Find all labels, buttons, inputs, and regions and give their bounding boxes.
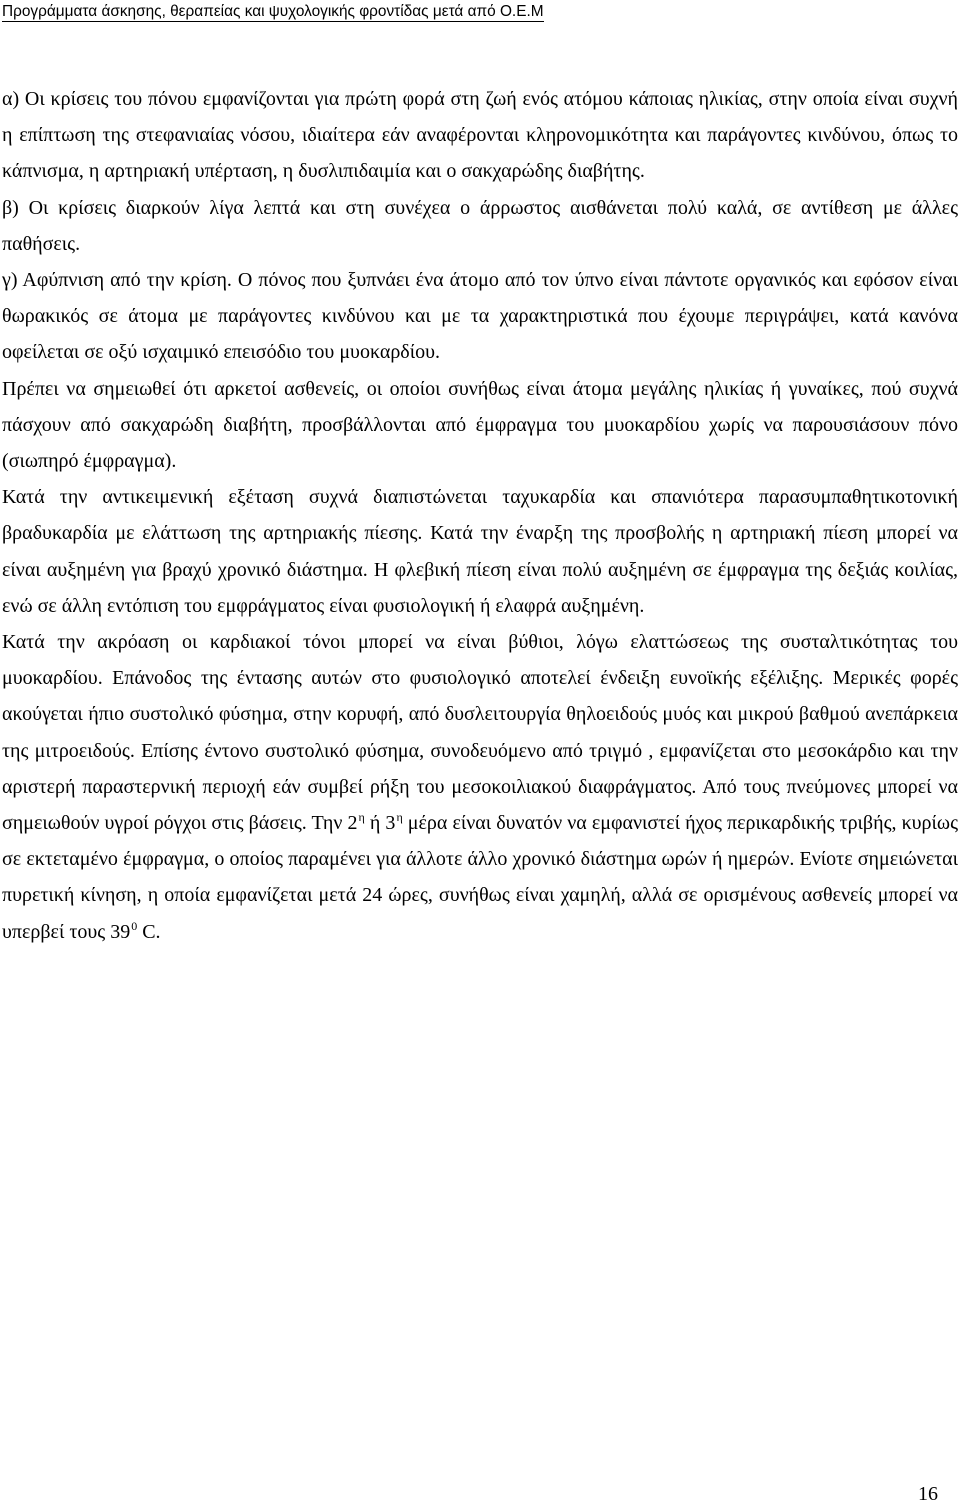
auscultation-text-4: C. [137,920,161,943]
auscultation-text-1: Κατά την ακρόαση οι καρδιακοί τόνοι μπορεί να είναι βύθιοι, λόγω ελαττώσεως της συσταλτικότητας του μυοκαρδίου. Επάνοδος της έντασης αυτών στο φυσιολογικό αποτελεί ένδειξη ευνοϊκής εξέλιξης. Μερικές φορές ακούγεται ήπιο συστολικό φύσημα, στην κορυφή, από δυσλειτουργία θηλοειδούς μυός και μικρού βαθμού ανεπάρκεια της μιτροειδούς. Επίσης έντονο συστολικό φύσημα, συνοδευόμενο από τριγμό , εμφανίζεται στο μεσοκάρδιο και την αριστερή παραστερνική περιοχή εάν συμβεί ρήξη του μεσοκοιλιακού διαφράγματος. Από τους πνεύμονες μπορεί να σημειωθούν υγροί ρόγχοι στις βάσεις. Την 2 [2,631,958,835]
running-header: Προγράμματα άσκησης, θεραπείας και ψυχολογικής φροντίδας μετά από Ο.Ε.Μ [2,3,544,20]
auscultation-text-2: ή 3 [364,812,396,835]
superscript-eta-2: η [396,810,403,825]
paragraph-auscultation [2,624,958,950]
document-body [2,81,958,950]
superscript-degree-zero: 0 [131,918,138,933]
paragraph-silent-infarction: Πρέπει να σημειωθεί ότι αρκετοί ασθενείς, οι οποίοι συνήθως είναι άτομα μεγάλης ηλικίας ή γυναίκες, πού συχνά πάσχουν από σακχαρώδη διαβήτη, προσβάλλονται από έμφραγμα του μυοκαρδίου χωρίς να παρουσιάσουν πόνο (σιωπηρό έμφραγμα). [2,377,958,473]
paragraph-physical-exam: Κατά την αντικειμενική εξέταση συχνά διαπιστώνεται ταχυκαρδία και σπανιότερα παρασυμπαθητικοτονική βραδυκαρδία με ελάττωση της αρτηριακής πίεσης. Κατά την έναρξη της προσβολής η αρτηριακή πίεση μπορεί να είναι αυξημένη για βραχύ χρονικό διάστημα. Η φλεβική πίεση είναι πολύ αυξημένη σε έμφραγμα της δεξιάς κοιλίας, ενώ σε άλλη εντόπιση του εμφράγματος είναι φυσιολογική ή ελαφρά αυξημένη. [2,486,958,617]
paragraph-gamma: γ) Αφύπνιση από την κρίση. Ο πόνος που ξυπνάει ένα άτομο από τον ύπνο είναι πάντοτε οργανικός και εφόσον είναι θωρακικός σε άτομα με παράγοντες κινδύνου και με τα χαρακτηριστικά που έχουμε περιγράψει, κατά κανόνα οφείλεται σε οξύ ισχαιμικό επεισόδιο του μυοκαρδίου. [2,269,958,364]
page-number: 16 [918,1483,938,1505]
paragraph-beta: β) Οι κρίσεις διαρκούν λίγα λεπτά και στη συνέχεα ο άρρωστος αισθάνεται πολύ καλά, σε αντίθεση με άλλες παθήσεις. [2,196,958,255]
paragraph-alpha: α) Οι κρίσεις του πόνου εμφανίζονται για πρώτη φορά στη ζωή ενός ατόμου κάποιας ηλικίας, στην οποία είναι συχνή η επίπτωση της στεφανιαίας νόσου, ιδιαίτερα εάν αναφέρονται κληρονομικότητα και παράγοντες κινδύνου, όπως το κάπνισμα, η αρτηριακή υπέρταση, η δυσλιπιδαιμία και ο σακχαρώδης διαβήτης. [2,88,958,183]
superscript-eta-1: η [358,810,365,825]
auscultation-text-3: μέρα είναι δυνατόν να εμφανιστεί ήχος περικαρδικής τριβής, κυρίως σε εκτεταμένο έμφραγμα, ο οποίος παραμένει για άλλοτε άλλο χρονικό διάστημα ωρών ή ημερών. Ενίοτε σημειώνεται πυρετική κίνηση, η οποία εμφανίζεται μετά 24 ώρες, συνήθως είναι χαμηλή, αλλά σε ορισμένους ασθενείς μπορεί να υπερβεί τους 39 [2,812,958,943]
